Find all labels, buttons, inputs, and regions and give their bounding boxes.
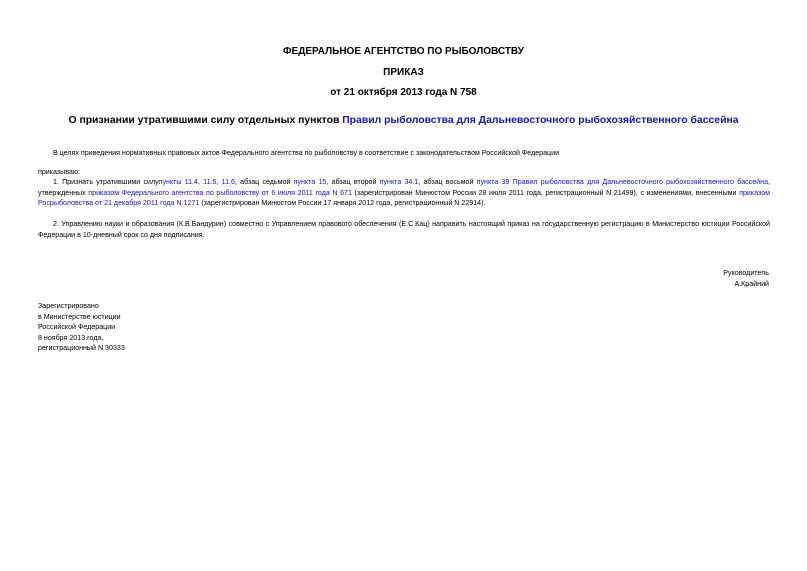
prikazyvayu-label: приказываю:	[38, 168, 81, 176]
document-title	[0, 115, 807, 126]
link-point-39[interactable]: пункта 39	[476, 178, 510, 186]
intro-paragraph: В целях приведения нормативных правовых актов Федерального агентства по рыболовству в соответствие с законодательством Российской Федерации	[53, 149, 560, 157]
signature-role: Руководитель	[723, 269, 769, 277]
p1-text-3: , абзац второй	[326, 178, 380, 186]
p1-text-1: 1. Признать утратившими силу	[53, 178, 159, 186]
link-fishing-rules[interactable]: Правил рыболовства для Дальневосточного рыбохозяйственного бассейна	[512, 178, 769, 186]
link-point-34-1[interactable]: пункта 34.1	[379, 178, 419, 186]
link-order-1271[interactable]: приказом Росрыболовства от 21 декабря 2011 года N 1271	[38, 188, 771, 207]
p1-text-4: , абзац восьмой	[418, 178, 477, 186]
registration-line: в Министерстве юстиции	[38, 312, 121, 321]
paragraph-1	[38, 177, 770, 209]
link-points-11[interactable]: пункты 11.4, 11.5, 11.6	[158, 178, 235, 186]
registration-line: регистрационный N 30333	[38, 344, 125, 352]
order-date-number: от 21 октября 2013 года N 758	[330, 87, 477, 98]
p1-text-2: , абзац седьмой	[234, 178, 294, 186]
p1-text-7: (зарегистрирован Минюстом России 28 июля 2011 года, регистрационный N 21499), с изменениями, внесенными	[351, 188, 740, 197]
registration-line: Российской Федерации	[38, 323, 116, 331]
signature-name: А.Крайний	[734, 280, 769, 288]
title-text: О признании утратившими силу отдельных пунктов	[68, 115, 343, 126]
link-order-671[interactable]: приказом Федерального агентства по рыболовству от 6 июля 2011 года N 671	[88, 188, 352, 197]
registration-block	[38, 301, 125, 354]
p1-text-8: (зарегистрирован Минюстом России 17 января 2012 года, регистрационный N 22914).	[199, 199, 486, 207]
link-point-15[interactable]: пункта 15	[293, 178, 327, 186]
paragraph-2: 2. Управлению науки и образования (К.В.Бандурин) совместно с Управлением правового обеспечения (Е.С.Кац) направить настоящий приказ на государственную регистрацию в Министерство юстиции Российской Федерации в 10-дневный срок со дня подписания.	[38, 220, 770, 239]
registration-line: 8 ноября 2013 года,	[38, 333, 104, 342]
p1-text-6: , утвержденных	[38, 178, 770, 197]
registration-line: Зарегистрировано	[38, 302, 99, 310]
title-rules-link[interactable]: Правил рыболовства для Дальневосточного рыбохозяйственного бассейна	[342, 115, 739, 126]
signature-block	[723, 268, 769, 290]
order-heading: ПРИКАЗ	[383, 67, 424, 78]
agency-heading: ФЕДЕРАЛЬНОЕ АГЕНТСТВО ПО РЫБОЛОВСТВУ	[283, 46, 524, 57]
